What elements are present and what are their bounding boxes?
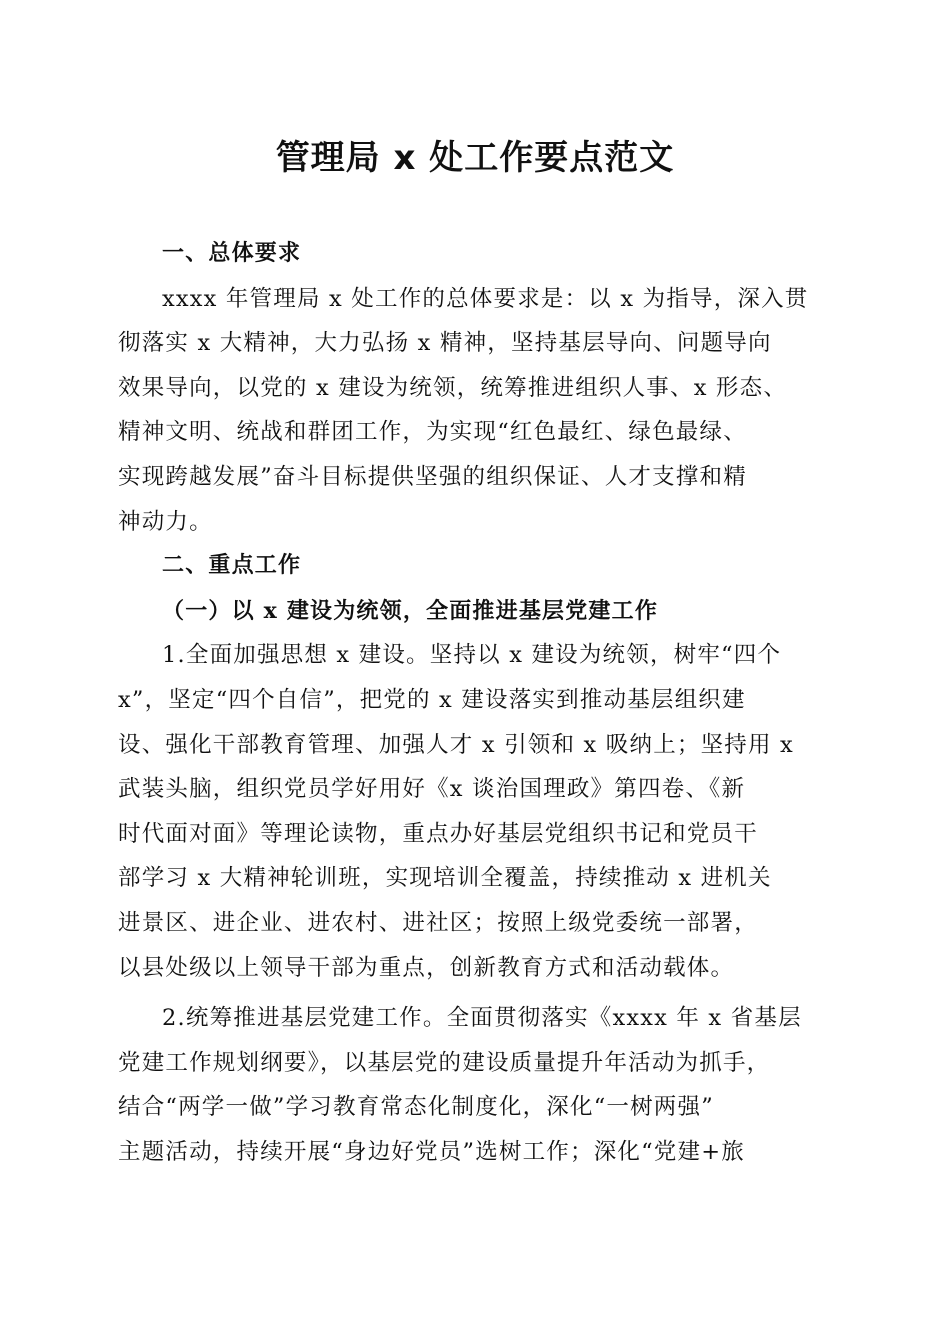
- document-title: 管理局 x 处工作要点范文: [275, 138, 675, 178]
- subsection-heading-party-building: （一）以 x 建设为统领，全面推进基层党建工作: [162, 597, 659, 624]
- key-work-item-1: 1.全面加强思想 x 建设。坚持以 x 建设为统领，树牢“四个 x”，坚定“四个自信”，把党的 x 建设落实到推动基层组织建 设、强化干部教育管理、加强人才 x 引领和 x 吸纳上；坚持用 x 武装头脑，组织党员学好用好《x 谈治国理政》第四卷、《新 时代面对面》等理论读物，重点办好基层党组织书记和党员干 部学习 x 大精神轮训班，实现培训全覆盖，持续推动 x 进机关 进景区、进企业、进农村、进社区；按照上级党委统一部署， 以县处级以上领导干部为重点，创新教育方式和活动载体。: [118, 642, 794, 981]
- section-heading-general-requirements: 一、总体要求: [162, 241, 302, 266]
- key-work-item-2: 2.统筹推进基层党建工作。全面贯彻落实《xxxx 年 x 省基层 党建工作规划纲要》，以基层党的建设质量提升年活动为抓手， 结合“两学一做”学习教育常态化制度化，深化“一树两强” 主题活动，持续开展“身边好党员”选树工作；深化“党建+旅: [118, 1005, 802, 1165]
- section-heading-key-work: 二、重点工作: [162, 553, 302, 579]
- document-body: [118, 232, 832, 1174]
- general-requirements-paragraph: xxxx 年管理局 x 处工作的总体要求是：以 x 为指导，深入贯 彻落实 x 大精神，大力弘扬 x 精神，坚持基层导向、问题导向 效果导向，以党的 x 建设为统领，统筹推进组织人事、x 形态、 精神文明、统战和群团工作，为实现“红色最红、绿色最绿、 实现跨越发展”奋斗目标提供坚强的组织保证、人才支撑和精 神动力。: [118, 285, 809, 535]
